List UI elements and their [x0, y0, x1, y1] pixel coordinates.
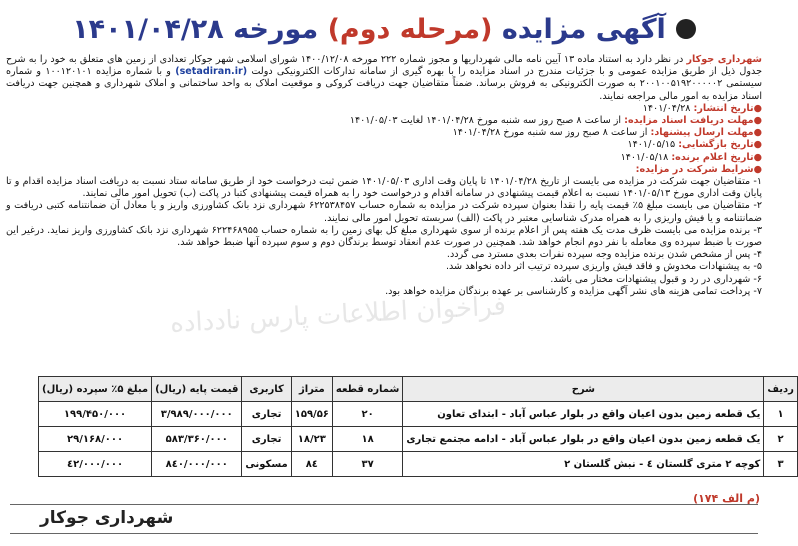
table-header-row — [39, 377, 798, 402]
ad-body — [6, 54, 762, 298]
date-line: ●مهلت دریافت اسناد مزایده: از ساعت ۸ صبح روز سه شنبه مورخ ۱۴۰۱/۰۴/۲۸ لغایت ۱۴۰۱/۰۵/۰۳ — [349, 115, 762, 127]
title-main: آگهی مزایده — [501, 13, 666, 45]
condition-item: ۶- شهرداری در رد و قبول پیشنهادات مختار می باشد. — [550, 273, 762, 285]
col-description: شرح — [403, 377, 764, 402]
footer-org: شهرداری جوکار — [40, 508, 174, 528]
col-area: متراژ — [291, 377, 332, 402]
col-row-number: ردیف — [764, 377, 798, 402]
date-line: ●تاریخ بازگشایی: ۱۴۰۱/۰۵/۱۵ — [627, 139, 762, 151]
ad-footer — [10, 504, 758, 534]
ad-code: (م الف ۱۷۴) — [693, 492, 760, 505]
col-deposit: مبلغ ۵٪ سپرده (ریال) — [39, 377, 152, 402]
watermark: فراخوان اطلاعات پارس نادداده — [169, 291, 507, 339]
ad-header — [6, 4, 762, 54]
condition-item: ۳- برنده مزایده می بایست ظرف مدت یک هفته پس از اعلام برنده از سوی شهرداری مبلغ کل بهای زمین را به شماره حساب ۶۲۲۴۶۸۹۵۵ شهرداری نزد بانک کشاورزی واریز نماید. درغیر این صورت با ضبط سپرده وی معامله با نفر دوم انجام خواهد شد. همچنین در صورت عدم انعقاد توسط برندگان دوم و سوم سپرده آنها ضبط خواهد شد. — [6, 224, 763, 249]
condition-item: ۲- متقاضیان می بایست مبلغ ۵٪ قیمت پایه را نقدا بعنوان سپرده شرکت در مزایده به شماره حساب ۶۲۲۵۳۸۴۵۷ شهرداری نزد بانک کشاورزی واریز و یا معادل آن ضمانتنامه کتبی دریافت و ضمانتنامه و یا فیش واریزی را به همراه مدرک شناسایی معتبر در پاکت (الف) سربسته تحویل امور مالی نمایند. — [6, 200, 762, 224]
date-line: ●مهلت ارسال پیشنهاد: از ساعت ۸ صبح روز سه شنبه مورخ ۱۴۰۱/۰۴/۲۸ — [452, 127, 762, 139]
ad-title — [72, 14, 666, 45]
condition-item: ۱- متقاضیان جهت شرکت در مزایده می بایست از تاریخ ۱۴۰۱/۰۴/۲۸ تا پایان وقت اداری ۱۴۰۱/۰۵/۰۳ ضمن ثبت درخواست خود از طریق سامانه ستاد نسبت به دریافت اسناد مزایده اقدام و تا پایان وقت اداری مورخ ۱۴۰۱/۰۵/۱۳ نسبت به اعلام قیمت پیشنهادی در سامانه اقدام و درخواست خود را به همراه قیمت پیشنهادی کتبا در پاکت (ب) تحویل امور مالی نمایند. — [6, 176, 762, 200]
date-line: ●تاریخ اعلام برنده: ۱۴۰۱/۰۵/۱۸ — [620, 151, 762, 163]
conditions-heading: ●شرایط شرکت در مزایده: — [635, 163, 762, 175]
title-date: مورخه ۱۴۰۱/۰۴/۲۸ — [72, 13, 319, 45]
intro-text: در نظر دارد به استناد ماده ۱۳ آیین نامه مالی شهرداریها و مجوز شماره ۲۲۲ مورخه ۱۴۰۰/۱۲/۰۸ شورای اسلامی شهر جوکار تعدادی از زمین های متعلق به خود را به شرح جدول ذیل از طریق مزایده عمومی و با جزئیات مندرج در اسناد مزایده را با بهره گیری از سامانه تدارکات الکترونیکی دولت — [6, 54, 762, 78]
condition-item: ۴- پس از مشخص شدن برنده مزایده وجه سپرده نفرات بعدی مسترد می گردد. — [446, 249, 762, 261]
intro-org: شهرداری جوکار — [686, 54, 762, 65]
intro-text-2: و با شماره مزایده ۱۰۰۱۲۰۱۰۱ و شماره سیستمی ۲۰۰۱۰۰۵۱۹۲۰۰۰۰۰۲ به صورت الکترونیکی به فروش برساند. ضمناً متقاضیان جهت دریافت کروکی و موقعیت املاک به واحد ساختمانی و املاک شهرداری و همچنین جهت دریافت اسناد مزایده به امور مالی مراجعه نمایند. — [6, 66, 762, 102]
table-row: ۲ یک قطعه زمین بدون اعیان واقع در بلوار عباس آباد - ادامه مجتمع تجاری ۱۸ ۱۸/۲۳ تجاری ۵۸۳/۳۶۰/۰۰۰ ۲۹/۱۶۸/۰۰۰ — [39, 427, 798, 452]
setad-link[interactable]: (setadiran.ir) — [175, 66, 248, 78]
col-base-price: قیمت پایه (ریال) — [152, 377, 242, 402]
properties-table — [38, 376, 798, 477]
date-line: ●تاریخ انتشار: ۱۴۰۱/۰۴/۲۸ — [642, 102, 762, 114]
col-plot-number: شماره قطعه — [332, 377, 402, 402]
bullet-icon — [676, 19, 696, 39]
condition-item: ۷- پرداخت تمامی هزینه های نشر آگهی مزایده و کارشناسی بر عهده برندگان مزایده خواهد بود. — [385, 285, 762, 297]
table-row: ۳ کوچه ۲ متری گلستان ٤ - نبش گلستان ۲ ۳۷ ۸٤ مسکونی ۸٤۰/۰۰۰/۰۰۰ ٤۲/۰۰۰/۰۰۰ — [39, 452, 798, 477]
title-stage: (مرحله دوم) — [327, 13, 493, 45]
table-row: ۱ یک قطعه زمین بدون اعیان واقع در بلوار عباس آباد - ابتدای تعاون ۲۰ ۱۵۹/۵۶ تجاری ۳/۹۸۹/۰۰۰/۰۰۰ ۱۹۹/۴۵۰/۰۰۰ — [39, 402, 798, 427]
condition-item: ۵- به پیشنهادات مخدوش و فاقد فیش واریزی سپرده ترتیب اثر داده نخواهد شد. — [445, 261, 762, 273]
intro-paragraph — [6, 54, 762, 103]
col-usage: کاربری — [242, 377, 291, 402]
